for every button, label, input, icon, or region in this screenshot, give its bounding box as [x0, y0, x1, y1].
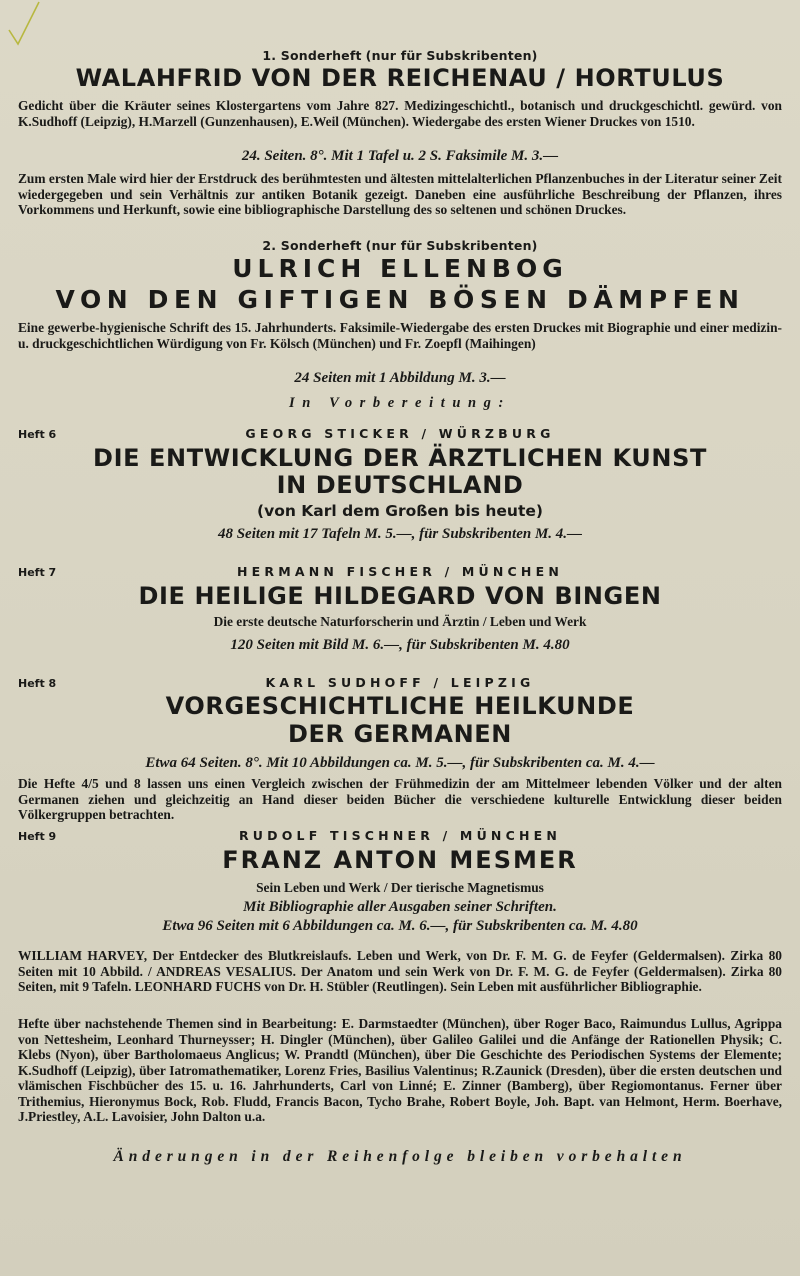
heft-6-info: 48 Seiten mit 17 Tafeln M. 5.—, für Subskribenten M. 4.—	[217, 526, 583, 542]
heft-6-title-line-2: IN DEUTSCHLAND	[276, 471, 524, 499]
heft-6-subtitle: (von Karl dem Großen bis heute)	[257, 502, 543, 520]
heft-8-number: Heft 8	[18, 677, 57, 690]
heft-9-title: FRANZ ANTON MESMER	[222, 846, 578, 874]
heft-7-subtitle: Die erste deutsche Naturforscherin und Ärztin / Leben und Werk	[213, 614, 587, 629]
heft-7-info: 120 Seiten mit Bild M. 6.—, für Subskribenten M. 4.80	[230, 637, 570, 653]
heft-9-bibliography: Mit Bibliographie aller Ausgaben seiner Schriften.	[243, 899, 557, 915]
heft-9-author: RUDOLF TISCHNER / MÜNCHEN	[238, 828, 562, 843]
heft-7-title: DIE HEILIGE HILDEGARD VON BINGEN	[138, 582, 662, 610]
heft-6-author: GEORG STICKER / WÜRZBURG	[245, 426, 555, 441]
heft-8-description: Die Hefte 4/5 und 8 lassen uns einen Vergleich zwischen der Frühmedizin der am Mittelmeer lebenden Völker und der alten Germanen ziehen und gleichzeitig an Hand dieser beiden Bücher die verschiedene kulturelle Entwicklung dieser beiden Völkergruppen betrachten.	[18, 776, 782, 822]
sonderheft-1-details: Zum ersten Male wird hier der Erstdruck des berühmtesten und ältesten mittelalterlichen Pflanzenbuches in der Literatur seiner Zeit wiedergegeben und sein Verhältnis zur antiken Botanik gezeigt. Daneben eine ausführliche Beschreibung der Pflanzen, ihres Vorkommens und Herkunft, sowie eine bibliographische Darstellung des so seltenen und schönen Druckes.	[18, 171, 782, 217]
sonderheft-2-author: ULRICH ELLENBOG	[232, 254, 568, 283]
heft-9-number: Heft 9	[18, 830, 57, 843]
in-progress-paragraph: Hefte über nachstehende Themen sind in Bearbeitung: E. Darmstaedter (München), über Roger Baco, Raimundus Lullus, Agrippa von Nettesheim, Leonhard Thurneysser; H. Dingler (München), über Galileo Galilei und die Anfänge der Rationellen Physik; C. Klebs (Nyon), über Bartholomaeus Anglicus; W. Prandtl (München), über Die Geschichte des Periodischen Systems der Elemente; K.Sudhoff (Leipzig), über Iatromathematiker, Lorenz Fries, Basilius Valentinus; R.Zaunick (Dresden), über die ersten deutschen und vlämischen Fischbücher des 15. u. 16. Jahrhunderts, Carl von Linné; E. Zinner (Bamberg), über Regiomontanus. Ferner über Trithemius, Hieronymus Bock, Rob. Fludd, Francis Bacon, Tycho Brahe, Robert Boyle, Joh. Bapt. van Helmont, Herm. Boerhave, J.Priestley, A.L. Lavoisier, John Dalton u.a.	[18, 1016, 782, 1124]
sonderheft-2-title: VON DEN GIFTIGEN BÖSEN DÄMPFEN	[55, 285, 745, 314]
sonderheft-1-description: Gedicht über die Kräuter seines Klostergartens vom Jahre 827. Medizingeschichtl., botanisch und druckgeschichtl. gewürd. von K.Sudhoff (Leipzig), H.Marzell (Gunzenhausen), E.Weil (München). Wiedergabe des ersten Wiener Druckes von 1510.	[18, 98, 782, 129]
heft-8-info: Etwa 64 Seiten. 8°. Mit 10 Abbildungen ca. M. 5.—, für Subskribenten ca. M. 4.—	[145, 755, 655, 771]
footer-note: Änderungen in der Reihenfolge bleiben vorbehalten	[113, 1148, 687, 1165]
heft-9-info: Etwa 96 Seiten mit 6 Abbildungen ca. M. 6.—, für Subskribenten ca. M. 4.80	[162, 918, 638, 934]
sonderheft-1-label: 1. Sonderheft (nur für Subskribenten)	[262, 48, 538, 63]
sonderheft-1-info: 24. Seiten. 8°. Mit 1 Tafel u. 2 S. Faksimile M. 3.—	[241, 148, 559, 164]
heft-6-number: Heft 6	[18, 428, 57, 441]
heft-7-number: Heft 7	[18, 566, 57, 579]
sonderheft-2-info: 24 Seiten mit 1 Abbildung M. 3.—	[294, 370, 506, 386]
further-titles-paragraph: WILLIAM HARVEY, Der Entdecker des Blutkreislaufs. Leben und Werk, von Dr. F. M. G. de Feyfer (Geldermalsen). Zirka 80 Seiten mit 10 Abbild. / ANDREAS VESALIUS. Der Anatom und sein Werk von Dr. F. M. G. de Feyfer (Geldermalsen). Zirka 80 Seiten, mit 9 Tafeln. LEONHARD FUCHS von Dr. H. Stübler (Reutlingen). Sein Leben mit ausführlicher Bibliographie.	[18, 948, 782, 994]
heft-8-title-line-1: VORGESCHICHTLICHE HEILKUNDE	[165, 692, 635, 720]
sonderheft-1-title: WALAHFRID VON DER REICHENAU / HORTULUS	[75, 64, 725, 92]
heft-7-author: HERMANN FISCHER / MÜNCHEN	[237, 564, 563, 579]
heft-8-author: KARL SUDHOFF / LEIPZIG	[265, 675, 535, 690]
checkmark-icon	[6, 0, 42, 48]
heft-9-subtitle: Sein Leben und Werk / Der tierische Magnetismus	[256, 880, 544, 895]
heft-8-title-line-2: DER GERMANEN	[288, 720, 512, 748]
heft-6-title-line-1: DIE ENTWICKLUNG DER ÄRZTLICHEN KUNST	[93, 444, 707, 472]
in-preparation-heading: In Vorbereitung:	[289, 395, 511, 411]
sonderheft-2-label: 2. Sonderheft (nur für Subskribenten)	[262, 238, 538, 253]
sonderheft-2-description: Eine gewerbe-hygienische Schrift des 15. Jahrhunderts. Faksimile-Wiedergabe des ersten Druckes mit Biographie und einer medizin- u. druckgeschichtlichen Würdigung von Fr. Kölsch (München) und Fr. Zoepfl (Maihingen)	[18, 320, 782, 351]
